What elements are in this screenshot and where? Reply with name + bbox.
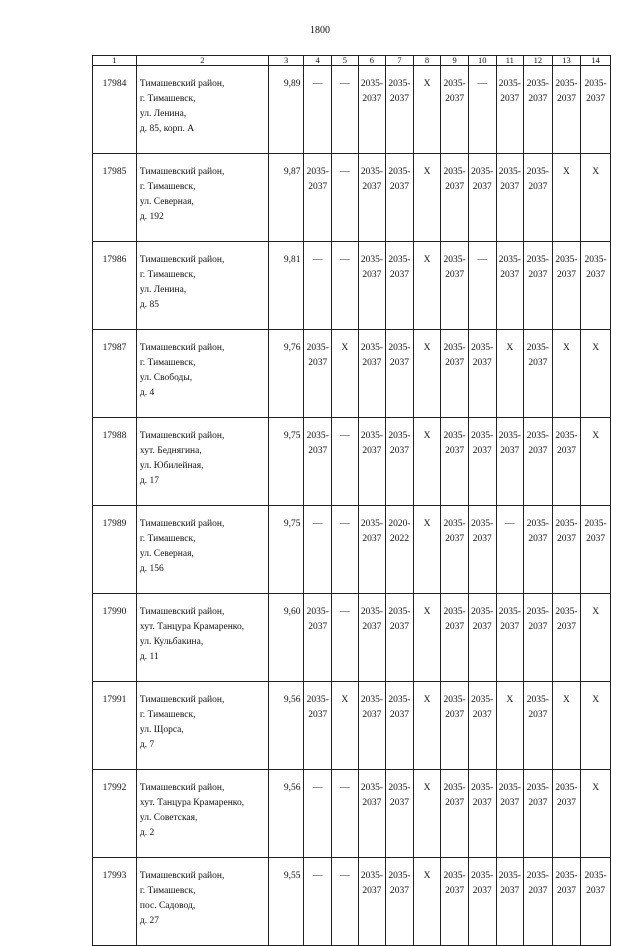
- period-cell: —: [304, 858, 332, 946]
- period-cell: [552, 858, 581, 946]
- period-cell: X: [496, 682, 524, 770]
- period-cell: [524, 858, 553, 946]
- period-cell-text: 2035- 2037: [498, 255, 521, 280]
- period-cell: X: [413, 242, 441, 330]
- period-cell: [441, 858, 469, 946]
- record-number: 17985: [93, 154, 137, 242]
- period-cell: [552, 418, 581, 506]
- period-cell: [496, 770, 524, 858]
- period-cell-text: 2035- 2037: [584, 79, 607, 104]
- period-cell: [358, 858, 386, 946]
- table-row: [93, 506, 611, 594]
- period-cell: [468, 858, 496, 946]
- period-cell: [468, 330, 496, 418]
- period-cell: [468, 682, 496, 770]
- period-cell-text: 2035- 2037: [443, 167, 466, 192]
- table-row: [93, 66, 611, 154]
- period-cell-text: 2035- 2037: [388, 79, 411, 104]
- period-cell-text: 2035- 2037: [471, 167, 494, 192]
- period-cell-text: 2035- 2037: [360, 519, 383, 544]
- table-row: [93, 682, 611, 770]
- period-cell-text: 2035- 2037: [526, 695, 549, 720]
- period-cell: [468, 506, 496, 594]
- address-cell: Тимашевский район, г. Тимашевск, ул. Северная, д. 192: [136, 154, 268, 242]
- period-cell: [358, 330, 386, 418]
- period-cell-text: 2035- 2037: [306, 431, 329, 456]
- period-cell-text: 2035- 2037: [360, 167, 383, 192]
- address-cell: Тимашевский район, хут. Танцура Крамаренко, ул. Кульбакина, д. 11: [136, 594, 268, 682]
- period-cell: [552, 242, 581, 330]
- period-cell: [358, 66, 386, 154]
- period-cell: [552, 66, 581, 154]
- period-cell-text: 2035- 2037: [443, 343, 466, 368]
- value-cell: 9,81: [268, 242, 304, 330]
- period-cell: [496, 858, 524, 946]
- address-cell: Тимашевский район, г. Тимашевск, ул. Северная, д. 156: [136, 506, 268, 594]
- header-row: [93, 56, 611, 66]
- period-cell: X: [413, 66, 441, 154]
- period-cell: [496, 594, 524, 682]
- period-cell: [441, 154, 469, 242]
- period-cell-text: 2035- 2037: [388, 255, 411, 280]
- period-cell: [358, 770, 386, 858]
- period-cell: [386, 330, 414, 418]
- period-cell-text: 2020- 2022: [388, 519, 411, 544]
- period-cell: [386, 770, 414, 858]
- period-cell: X: [413, 418, 441, 506]
- column-header: 13: [552, 56, 581, 66]
- address-cell: Тимашевский район, г. Тимашевск, ул. Ленина, д. 85, корп. А: [136, 66, 268, 154]
- table-row: [93, 418, 611, 506]
- period-cell: [386, 594, 414, 682]
- column-header: 5: [332, 56, 359, 66]
- value-cell: 9,87: [268, 154, 304, 242]
- period-cell-text: 2035- 2037: [360, 79, 383, 104]
- period-cell-text: 2035- 2037: [498, 167, 521, 192]
- period-cell: [524, 770, 553, 858]
- column-header: 10: [468, 56, 496, 66]
- period-cell-text: 2035- 2037: [498, 431, 521, 456]
- period-cell-text: 2035- 2037: [471, 695, 494, 720]
- period-cell-text: 2035- 2037: [526, 607, 549, 632]
- period-cell: —: [304, 242, 332, 330]
- column-header: 14: [581, 56, 611, 66]
- period-cell: [524, 682, 553, 770]
- period-cell-text: 2035- 2037: [526, 431, 549, 456]
- period-cell-text: 2035- 2037: [584, 255, 607, 280]
- period-cell-text: 2035- 2037: [526, 519, 549, 544]
- address-cell: Тимашевский район, хут. Танцура Крамаренко, ул. Советская, д. 2: [136, 770, 268, 858]
- period-cell: —: [304, 770, 332, 858]
- period-cell: X: [496, 330, 524, 418]
- period-cell-text: 2035- 2037: [471, 783, 494, 808]
- period-cell: [524, 506, 553, 594]
- column-header: 4: [304, 56, 332, 66]
- period-cell: [524, 594, 553, 682]
- period-cell: X: [413, 506, 441, 594]
- period-cell-text: 2035- 2037: [498, 871, 521, 896]
- period-cell: [441, 506, 469, 594]
- period-cell-text: 2035- 2037: [388, 607, 411, 632]
- period-cell-text: 2035- 2037: [555, 519, 578, 544]
- period-cell: [524, 154, 553, 242]
- period-cell-text: 2035- 2037: [306, 607, 329, 632]
- period-cell-text: 2035- 2037: [555, 607, 578, 632]
- period-cell: —: [332, 242, 359, 330]
- period-cell: [358, 506, 386, 594]
- period-cell: [552, 506, 581, 594]
- period-cell-text: 2035- 2037: [584, 871, 607, 896]
- value-cell: 9,60: [268, 594, 304, 682]
- period-cell: [358, 594, 386, 682]
- period-cell-text: 2035- 2037: [443, 519, 466, 544]
- period-cell-text: 2035- 2037: [526, 871, 549, 896]
- register-table: [92, 55, 611, 946]
- period-cell-text: 2035- 2037: [526, 79, 549, 104]
- table-row: [93, 858, 611, 946]
- period-cell-text: 2035- 2037: [360, 431, 383, 456]
- period-cell: [581, 242, 611, 330]
- period-cell-text: 2035- 2037: [443, 695, 466, 720]
- table-row: [93, 154, 611, 242]
- period-cell-text: 2035- 2037: [388, 167, 411, 192]
- period-cell: X: [552, 682, 581, 770]
- period-cell-text: 2035- 2037: [555, 871, 578, 896]
- period-cell: [386, 418, 414, 506]
- period-cell: [358, 682, 386, 770]
- period-cell-text: 2035- 2037: [388, 343, 411, 368]
- period-cell: —: [304, 506, 332, 594]
- period-cell: [468, 418, 496, 506]
- period-cell: X: [581, 770, 611, 858]
- period-cell: —: [332, 770, 359, 858]
- period-cell: X: [552, 154, 581, 242]
- period-cell: [524, 330, 553, 418]
- record-number: 17993: [93, 858, 137, 946]
- period-cell: —: [332, 418, 359, 506]
- period-cell-text: 2035- 2037: [443, 431, 466, 456]
- period-cell-text: 2035- 2037: [443, 255, 466, 280]
- table-row: [93, 594, 611, 682]
- column-header: 11: [496, 56, 524, 66]
- period-cell-text: 2035- 2037: [388, 783, 411, 808]
- period-cell: [496, 66, 524, 154]
- record-number: 17989: [93, 506, 137, 594]
- period-cell: [524, 418, 553, 506]
- period-cell-text: 2035- 2037: [443, 607, 466, 632]
- column-header: 12: [524, 56, 553, 66]
- period-cell: —: [332, 66, 359, 154]
- column-header: 9: [441, 56, 469, 66]
- period-cell-text: 2035- 2037: [360, 255, 383, 280]
- period-cell: [581, 506, 611, 594]
- period-cell: —: [332, 154, 359, 242]
- period-cell: [496, 154, 524, 242]
- period-cell: [386, 682, 414, 770]
- period-cell-text: 2035- 2037: [498, 783, 521, 808]
- period-cell-text: 2035- 2037: [584, 519, 607, 544]
- record-number: 17990: [93, 594, 137, 682]
- page-number: 1800: [310, 25, 330, 36]
- value-cell: 9,76: [268, 330, 304, 418]
- period-cell-text: 2035- 2037: [471, 431, 494, 456]
- column-header: 1: [93, 56, 137, 66]
- period-cell: X: [413, 682, 441, 770]
- period-cell: X: [581, 330, 611, 418]
- period-cell: X: [552, 330, 581, 418]
- period-cell: [441, 770, 469, 858]
- record-number: 17991: [93, 682, 137, 770]
- period-cell: [524, 242, 553, 330]
- period-cell: [304, 330, 332, 418]
- period-cell: [581, 66, 611, 154]
- column-header: 6: [358, 56, 386, 66]
- period-cell-text: 2035- 2037: [498, 79, 521, 104]
- value-cell: 9,56: [268, 682, 304, 770]
- period-cell-text: 2035- 2037: [388, 431, 411, 456]
- record-number: 17984: [93, 66, 137, 154]
- record-number: 17992: [93, 770, 137, 858]
- period-cell-text: 2035- 2037: [471, 343, 494, 368]
- period-cell-text: 2035- 2037: [306, 167, 329, 192]
- period-cell: [468, 770, 496, 858]
- address-cell: Тимашевский район, хут. Беднягина, ул. Юбилейная, д. 17: [136, 418, 268, 506]
- period-cell: [441, 418, 469, 506]
- period-cell: [386, 242, 414, 330]
- period-cell-text: 2035- 2037: [526, 255, 549, 280]
- table-row: [93, 242, 611, 330]
- period-cell-text: 2035- 2037: [526, 343, 549, 368]
- period-cell: —: [332, 594, 359, 682]
- period-cell: —: [332, 858, 359, 946]
- period-cell: [304, 594, 332, 682]
- period-cell: [304, 682, 332, 770]
- period-cell: X: [413, 594, 441, 682]
- period-cell-text: 2035- 2037: [306, 695, 329, 720]
- address-cell: Тимашевский район, г. Тимашевск, ул. Свободы, д. 4: [136, 330, 268, 418]
- period-cell: —: [468, 66, 496, 154]
- period-cell-text: 2035- 2037: [360, 871, 383, 896]
- column-header: 2: [136, 56, 268, 66]
- value-cell: 9,75: [268, 506, 304, 594]
- period-cell: X: [581, 418, 611, 506]
- period-cell: —: [496, 506, 524, 594]
- period-cell-text: 2035- 2037: [388, 695, 411, 720]
- period-cell: X: [332, 330, 359, 418]
- period-cell: [496, 418, 524, 506]
- period-cell-text: 2035- 2037: [388, 871, 411, 896]
- period-cell: [496, 242, 524, 330]
- column-header: 3: [268, 56, 304, 66]
- period-cell-text: 2035- 2037: [360, 343, 383, 368]
- address-cell: Тимашевский район, г. Тимашевск, ул. Ленина, д. 85: [136, 242, 268, 330]
- period-cell-text: 2035- 2037: [555, 79, 578, 104]
- period-cell: [441, 66, 469, 154]
- period-cell: X: [413, 330, 441, 418]
- period-cell: X: [581, 154, 611, 242]
- record-number: 17987: [93, 330, 137, 418]
- period-cell: [358, 418, 386, 506]
- period-cell-text: 2035- 2037: [526, 783, 549, 808]
- period-cell: [468, 154, 496, 242]
- period-cell-text: 2035- 2037: [555, 783, 578, 808]
- period-cell: [552, 770, 581, 858]
- value-cell: 9,75: [268, 418, 304, 506]
- period-cell: [441, 330, 469, 418]
- period-cell: [386, 66, 414, 154]
- period-cell: [468, 594, 496, 682]
- value-cell: 9,55: [268, 858, 304, 946]
- period-cell-text: 2035- 2037: [471, 871, 494, 896]
- period-cell: [581, 858, 611, 946]
- period-cell-text: 2035- 2037: [360, 783, 383, 808]
- period-cell-text: 2035- 2037: [360, 695, 383, 720]
- period-cell: [441, 242, 469, 330]
- table-row: [93, 330, 611, 418]
- period-cell-text: 2035- 2037: [306, 343, 329, 368]
- period-cell: [386, 154, 414, 242]
- period-cell: [524, 66, 553, 154]
- period-cell-text: 2035- 2037: [526, 167, 549, 192]
- period-cell-text: 2035- 2037: [443, 79, 466, 104]
- address-cell: Тимашевский район, г. Тимашевск, ул. Щорса, д. 7: [136, 682, 268, 770]
- period-cell-text: 2035- 2037: [471, 519, 494, 544]
- period-cell: X: [413, 770, 441, 858]
- column-header: 8: [413, 56, 441, 66]
- period-cell: —: [468, 242, 496, 330]
- period-cell: [441, 594, 469, 682]
- table-row: [93, 770, 611, 858]
- period-cell-text: 2035- 2037: [360, 607, 383, 632]
- period-cell: X: [332, 682, 359, 770]
- period-cell: [441, 682, 469, 770]
- period-cell-text: 2035- 2037: [471, 607, 494, 632]
- period-cell: [358, 242, 386, 330]
- period-cell-text: 2035- 2037: [443, 871, 466, 896]
- column-header: 7: [386, 56, 414, 66]
- record-number: 17986: [93, 242, 137, 330]
- record-number: 17988: [93, 418, 137, 506]
- period-cell: X: [413, 858, 441, 946]
- period-cell: X: [413, 154, 441, 242]
- period-cell-text: 2035- 2037: [555, 255, 578, 280]
- value-cell: 9,56: [268, 770, 304, 858]
- value-cell: 9,89: [268, 66, 304, 154]
- period-cell: [552, 594, 581, 682]
- period-cell: [304, 418, 332, 506]
- period-cell-text: 2035- 2037: [498, 607, 521, 632]
- address-cell: Тимашевский район, г. Тимашевск, пос. Садовод, д. 27: [136, 858, 268, 946]
- period-cell: [358, 154, 386, 242]
- period-cell: [304, 154, 332, 242]
- period-cell-text: 2035- 2037: [555, 431, 578, 456]
- period-cell: X: [581, 682, 611, 770]
- period-cell: —: [332, 506, 359, 594]
- period-cell: —: [304, 66, 332, 154]
- period-cell: X: [581, 594, 611, 682]
- period-cell: [386, 506, 414, 594]
- period-cell: [386, 858, 414, 946]
- period-cell-text: 2035- 2037: [443, 783, 466, 808]
